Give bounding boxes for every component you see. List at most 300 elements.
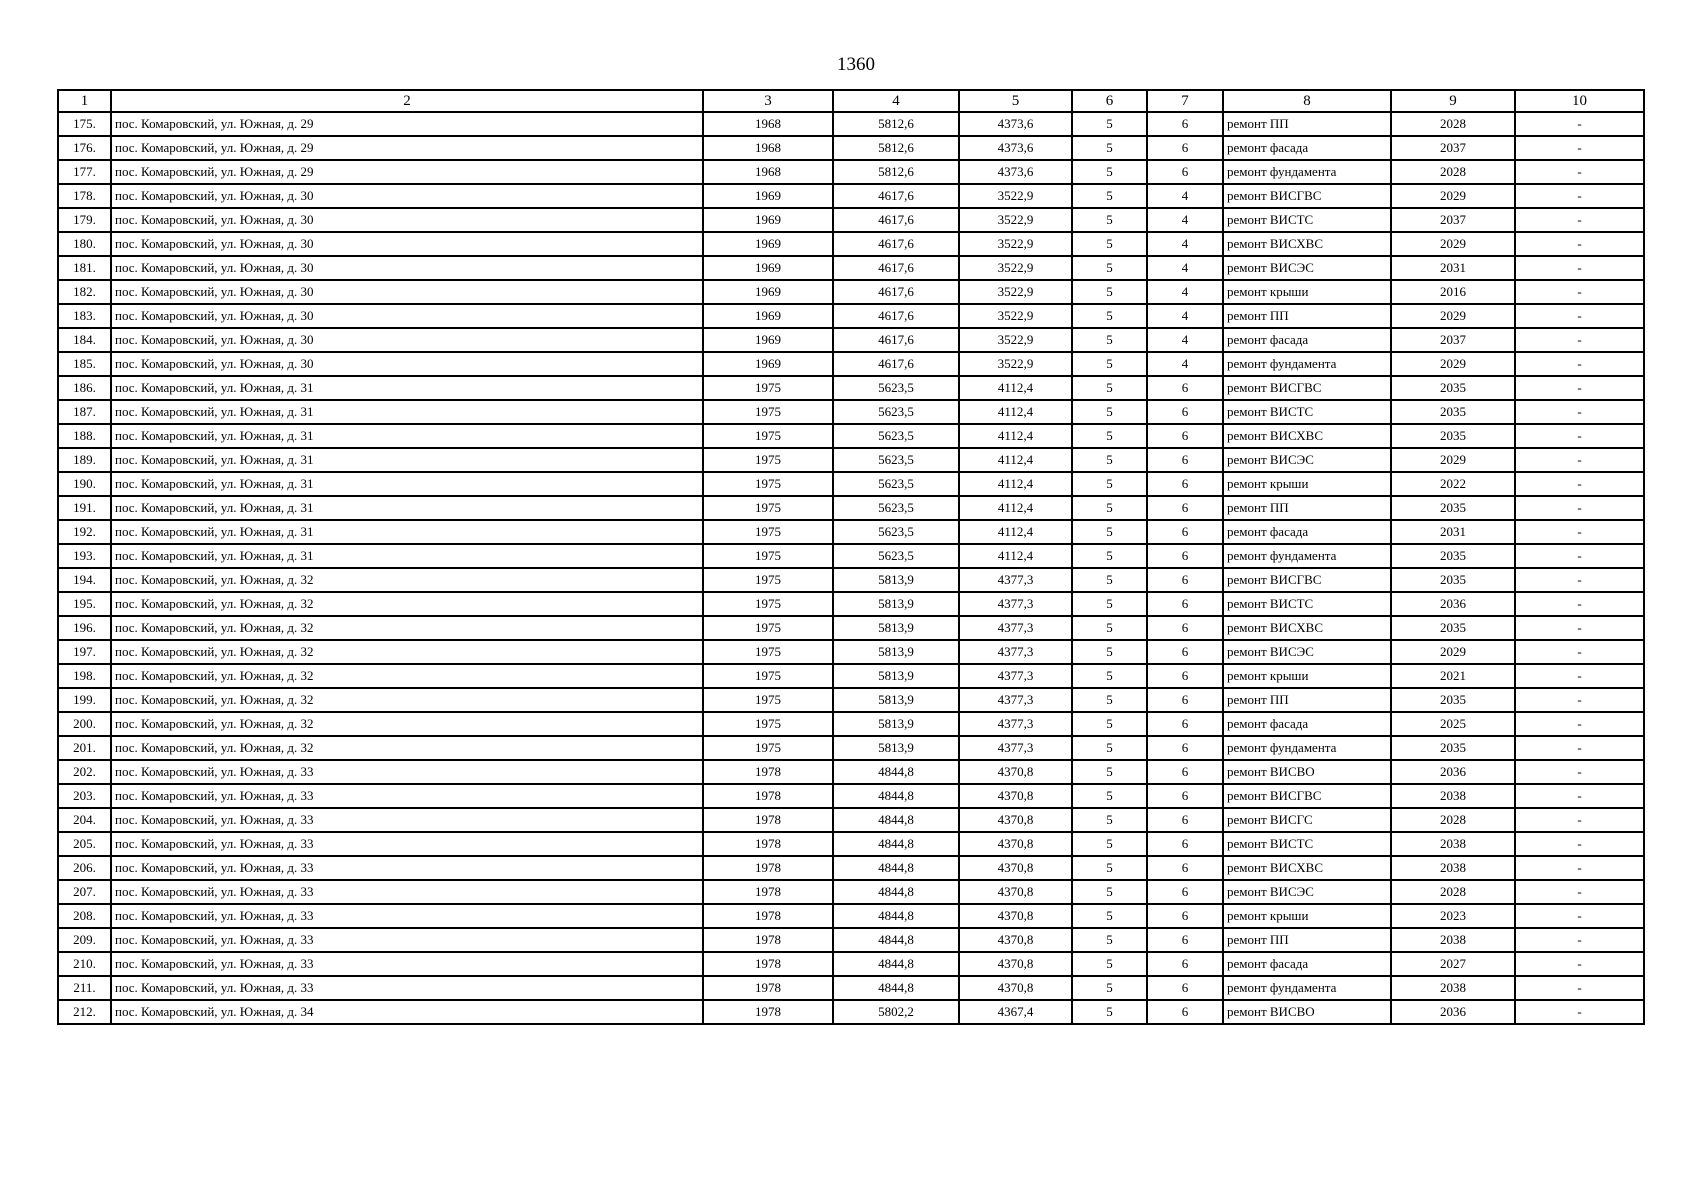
row-number-cell: 178. <box>58 184 111 208</box>
row-number-cell: 182. <box>58 280 111 304</box>
total-area-cell: 4844,8 <box>833 784 959 808</box>
year-built-cell: 1978 <box>703 976 833 1000</box>
living-area-cell: 4112,4 <box>959 400 1072 424</box>
table-row <box>58 880 1644 904</box>
table-row <box>58 1000 1644 1024</box>
planned-year-cell: 2023 <box>1391 904 1515 928</box>
year-built-cell: 1975 <box>703 568 833 592</box>
note-cell: - <box>1515 376 1644 400</box>
year-built-cell: 1975 <box>703 544 833 568</box>
living-area-cell: 4112,4 <box>959 496 1072 520</box>
year-built-cell: 1975 <box>703 472 833 496</box>
living-area-cell: 4377,3 <box>959 568 1072 592</box>
note-cell: - <box>1515 832 1644 856</box>
note-cell: - <box>1515 952 1644 976</box>
planned-year-cell: 2028 <box>1391 160 1515 184</box>
living-area-cell: 4370,8 <box>959 784 1072 808</box>
row-number-cell: 197. <box>58 640 111 664</box>
table-row <box>58 280 1644 304</box>
table-row <box>58 976 1644 1000</box>
table-row <box>58 304 1644 328</box>
table-row <box>58 616 1644 640</box>
row-number-cell: 201. <box>58 736 111 760</box>
entrances-cell: 4 <box>1147 304 1223 328</box>
floors-cell: 5 <box>1072 688 1147 712</box>
address-cell: пос. Комаровский, ул. Южная, д. 34 <box>111 1000 703 1024</box>
note-cell: - <box>1515 232 1644 256</box>
planned-year-cell: 2029 <box>1391 352 1515 376</box>
row-number-cell: 212. <box>58 1000 111 1024</box>
row-number-cell: 203. <box>58 784 111 808</box>
entrances-cell: 6 <box>1147 760 1223 784</box>
note-cell: - <box>1515 448 1644 472</box>
floors-cell: 5 <box>1072 568 1147 592</box>
entrances-cell: 6 <box>1147 712 1223 736</box>
note-cell: - <box>1515 688 1644 712</box>
living-area-cell: 4370,8 <box>959 832 1072 856</box>
planned-year-cell: 2038 <box>1391 976 1515 1000</box>
entrances-cell: 6 <box>1147 784 1223 808</box>
planned-year-cell: 2021 <box>1391 664 1515 688</box>
entrances-cell: 4 <box>1147 280 1223 304</box>
floors-cell: 5 <box>1072 904 1147 928</box>
note-cell: - <box>1515 352 1644 376</box>
work-type-cell: ремонт фасада <box>1223 328 1391 352</box>
row-number-cell: 205. <box>58 832 111 856</box>
year-built-cell: 1969 <box>703 280 833 304</box>
table-row <box>58 184 1644 208</box>
year-built-cell: 1975 <box>703 520 833 544</box>
year-built-cell: 1968 <box>703 112 833 136</box>
address-cell: пос. Комаровский, ул. Южная, д. 33 <box>111 760 703 784</box>
row-number-cell: 211. <box>58 976 111 1000</box>
work-type-cell: ремонт фундамента <box>1223 736 1391 760</box>
address-cell: пос. Комаровский, ул. Южная, д. 31 <box>111 400 703 424</box>
living-area-cell: 4370,8 <box>959 952 1072 976</box>
entrances-cell: 6 <box>1147 952 1223 976</box>
year-built-cell: 1975 <box>703 616 833 640</box>
year-built-cell: 1978 <box>703 808 833 832</box>
floors-cell: 5 <box>1072 832 1147 856</box>
total-area-cell: 5813,9 <box>833 640 959 664</box>
total-area-cell: 4617,6 <box>833 184 959 208</box>
planned-year-cell: 2031 <box>1391 256 1515 280</box>
floors-cell: 5 <box>1072 496 1147 520</box>
note-cell: - <box>1515 496 1644 520</box>
address-cell: пос. Комаровский, ул. Южная, д. 30 <box>111 256 703 280</box>
address-cell: пос. Комаровский, ул. Южная, д. 30 <box>111 232 703 256</box>
year-built-cell: 1978 <box>703 1000 833 1024</box>
floors-cell: 5 <box>1072 112 1147 136</box>
total-area-cell: 4617,6 <box>833 352 959 376</box>
total-area-cell: 4844,8 <box>833 856 959 880</box>
work-type-cell: ремонт ВИСТС <box>1223 208 1391 232</box>
column-header: 10 <box>1515 90 1644 112</box>
entrances-cell: 6 <box>1147 592 1223 616</box>
address-cell: пос. Комаровский, ул. Южная, д. 33 <box>111 808 703 832</box>
total-area-cell: 5813,9 <box>833 712 959 736</box>
table-row <box>58 160 1644 184</box>
floors-cell: 5 <box>1072 712 1147 736</box>
table-row <box>58 664 1644 688</box>
floors-cell: 5 <box>1072 928 1147 952</box>
total-area-cell: 4844,8 <box>833 976 959 1000</box>
address-cell: пос. Комаровский, ул. Южная, д. 32 <box>111 736 703 760</box>
planned-year-cell: 2037 <box>1391 328 1515 352</box>
work-type-cell: ремонт ВИСЭС <box>1223 256 1391 280</box>
year-built-cell: 1969 <box>703 352 833 376</box>
living-area-cell: 3522,9 <box>959 280 1072 304</box>
table-row <box>58 544 1644 568</box>
entrances-cell: 6 <box>1147 976 1223 1000</box>
floors-cell: 5 <box>1072 616 1147 640</box>
table-row <box>58 856 1644 880</box>
planned-year-cell: 2028 <box>1391 880 1515 904</box>
total-area-cell: 5623,5 <box>833 496 959 520</box>
address-cell: пос. Комаровский, ул. Южная, д. 32 <box>111 592 703 616</box>
table-row <box>58 376 1644 400</box>
row-number-cell: 179. <box>58 208 111 232</box>
column-header: 6 <box>1072 90 1147 112</box>
year-built-cell: 1975 <box>703 448 833 472</box>
header-row <box>58 90 1644 112</box>
table-row <box>58 760 1644 784</box>
address-cell: пос. Комаровский, ул. Южная, д. 32 <box>111 688 703 712</box>
living-area-cell: 4112,4 <box>959 424 1072 448</box>
row-number-cell: 190. <box>58 472 111 496</box>
note-cell: - <box>1515 1000 1644 1024</box>
planned-year-cell: 2016 <box>1391 280 1515 304</box>
planned-year-cell: 2035 <box>1391 568 1515 592</box>
work-type-cell: ремонт ВИСХВС <box>1223 424 1391 448</box>
address-cell: пос. Комаровский, ул. Южная, д. 31 <box>111 472 703 496</box>
work-type-cell: ремонт фундамента <box>1223 160 1391 184</box>
note-cell: - <box>1515 544 1644 568</box>
row-number-cell: 208. <box>58 904 111 928</box>
year-built-cell: 1975 <box>703 664 833 688</box>
total-area-cell: 5813,9 <box>833 616 959 640</box>
total-area-cell: 5623,5 <box>833 400 959 424</box>
row-number-cell: 207. <box>58 880 111 904</box>
planned-year-cell: 2029 <box>1391 184 1515 208</box>
note-cell: - <box>1515 808 1644 832</box>
year-built-cell: 1969 <box>703 256 833 280</box>
address-cell: пос. Комаровский, ул. Южная, д. 33 <box>111 784 703 808</box>
floors-cell: 5 <box>1072 784 1147 808</box>
repair-schedule-table <box>57 89 1645 1025</box>
address-cell: пос. Комаровский, ул. Южная, д. 32 <box>111 568 703 592</box>
entrances-cell: 6 <box>1147 688 1223 712</box>
column-header: 2 <box>111 90 703 112</box>
table-row <box>58 448 1644 472</box>
year-built-cell: 1969 <box>703 208 833 232</box>
year-built-cell: 1978 <box>703 952 833 976</box>
floors-cell: 5 <box>1072 592 1147 616</box>
total-area-cell: 5812,6 <box>833 160 959 184</box>
planned-year-cell: 2037 <box>1391 136 1515 160</box>
entrances-cell: 4 <box>1147 208 1223 232</box>
entrances-cell: 6 <box>1147 1000 1223 1024</box>
row-number-cell: 192. <box>58 520 111 544</box>
work-type-cell: ремонт фасада <box>1223 712 1391 736</box>
table-row <box>58 592 1644 616</box>
entrances-cell: 6 <box>1147 448 1223 472</box>
note-cell: - <box>1515 856 1644 880</box>
year-built-cell: 1978 <box>703 904 833 928</box>
column-header: 9 <box>1391 90 1515 112</box>
note-cell: - <box>1515 160 1644 184</box>
total-area-cell: 5623,5 <box>833 424 959 448</box>
work-type-cell: ремонт ВИСТС <box>1223 592 1391 616</box>
work-type-cell: ремонт ВИСЭС <box>1223 448 1391 472</box>
entrances-cell: 6 <box>1147 880 1223 904</box>
living-area-cell: 4377,3 <box>959 736 1072 760</box>
note-cell: - <box>1515 184 1644 208</box>
note-cell: - <box>1515 472 1644 496</box>
note-cell: - <box>1515 904 1644 928</box>
column-header: 4 <box>833 90 959 112</box>
address-cell: пос. Комаровский, ул. Южная, д. 30 <box>111 328 703 352</box>
work-type-cell: ремонт фасада <box>1223 136 1391 160</box>
column-header: 3 <box>703 90 833 112</box>
floors-cell: 5 <box>1072 520 1147 544</box>
total-area-cell: 5623,5 <box>833 376 959 400</box>
entrances-cell: 6 <box>1147 616 1223 640</box>
table-row <box>58 256 1644 280</box>
note-cell: - <box>1515 328 1644 352</box>
table-row <box>58 352 1644 376</box>
planned-year-cell: 2035 <box>1391 424 1515 448</box>
table-row <box>58 520 1644 544</box>
entrances-cell: 6 <box>1147 496 1223 520</box>
total-area-cell: 5802,2 <box>833 1000 959 1024</box>
entrances-cell: 4 <box>1147 184 1223 208</box>
table-row <box>58 136 1644 160</box>
note-cell: - <box>1515 616 1644 640</box>
address-cell: пос. Комаровский, ул. Южная, д. 31 <box>111 424 703 448</box>
planned-year-cell: 2035 <box>1391 400 1515 424</box>
row-number-cell: 175. <box>58 112 111 136</box>
year-built-cell: 1969 <box>703 304 833 328</box>
planned-year-cell: 2036 <box>1391 592 1515 616</box>
address-cell: пос. Комаровский, ул. Южная, д. 30 <box>111 280 703 304</box>
year-built-cell: 1969 <box>703 184 833 208</box>
note-cell: - <box>1515 424 1644 448</box>
planned-year-cell: 2035 <box>1391 736 1515 760</box>
total-area-cell: 5812,6 <box>833 136 959 160</box>
floors-cell: 5 <box>1072 232 1147 256</box>
table-row <box>58 328 1644 352</box>
address-cell: пос. Комаровский, ул. Южная, д. 30 <box>111 304 703 328</box>
table-row <box>58 640 1644 664</box>
note-cell: - <box>1515 112 1644 136</box>
entrances-cell: 6 <box>1147 664 1223 688</box>
row-number-cell: 206. <box>58 856 111 880</box>
planned-year-cell: 2035 <box>1391 496 1515 520</box>
planned-year-cell: 2029 <box>1391 232 1515 256</box>
total-area-cell: 4844,8 <box>833 760 959 784</box>
row-number-cell: 188. <box>58 424 111 448</box>
address-cell: пос. Комаровский, ул. Южная, д. 32 <box>111 664 703 688</box>
entrances-cell: 6 <box>1147 568 1223 592</box>
address-cell: пос. Комаровский, ул. Южная, д. 31 <box>111 496 703 520</box>
work-type-cell: ремонт ВИСХВС <box>1223 616 1391 640</box>
floors-cell: 5 <box>1072 760 1147 784</box>
table-row <box>58 784 1644 808</box>
total-area-cell: 5813,9 <box>833 664 959 688</box>
work-type-cell: ремонт крыши <box>1223 664 1391 688</box>
floors-cell: 5 <box>1072 472 1147 496</box>
year-built-cell: 1969 <box>703 232 833 256</box>
entrances-cell: 4 <box>1147 256 1223 280</box>
year-built-cell: 1978 <box>703 880 833 904</box>
work-type-cell: ремонт ВИСГС <box>1223 808 1391 832</box>
entrances-cell: 6 <box>1147 160 1223 184</box>
planned-year-cell: 2035 <box>1391 376 1515 400</box>
address-cell: пос. Комаровский, ул. Южная, д. 30 <box>111 208 703 232</box>
total-area-cell: 5623,5 <box>833 448 959 472</box>
living-area-cell: 4112,4 <box>959 544 1072 568</box>
floors-cell: 5 <box>1072 256 1147 280</box>
note-cell: - <box>1515 928 1644 952</box>
living-area-cell: 4370,8 <box>959 928 1072 952</box>
floors-cell: 5 <box>1072 280 1147 304</box>
table-row <box>58 904 1644 928</box>
living-area-cell: 4370,8 <box>959 904 1072 928</box>
total-area-cell: 4844,8 <box>833 904 959 928</box>
note-cell: - <box>1515 136 1644 160</box>
year-built-cell: 1975 <box>703 736 833 760</box>
living-area-cell: 4377,3 <box>959 712 1072 736</box>
work-type-cell: ремонт ВИСЭС <box>1223 880 1391 904</box>
row-number-cell: 186. <box>58 376 111 400</box>
entrances-cell: 6 <box>1147 400 1223 424</box>
planned-year-cell: 2029 <box>1391 448 1515 472</box>
living-area-cell: 4112,4 <box>959 448 1072 472</box>
living-area-cell: 3522,9 <box>959 304 1072 328</box>
entrances-cell: 6 <box>1147 904 1223 928</box>
floors-cell: 5 <box>1072 736 1147 760</box>
note-cell: - <box>1515 736 1644 760</box>
table-row <box>58 952 1644 976</box>
row-number-cell: 191. <box>58 496 111 520</box>
work-type-cell: ремонт ВИСВО <box>1223 760 1391 784</box>
entrances-cell: 4 <box>1147 352 1223 376</box>
row-number-cell: 183. <box>58 304 111 328</box>
row-number-cell: 189. <box>58 448 111 472</box>
address-cell: пос. Комаровский, ул. Южная, д. 29 <box>111 136 703 160</box>
row-number-cell: 185. <box>58 352 111 376</box>
work-type-cell: ремонт крыши <box>1223 472 1391 496</box>
work-type-cell: ремонт ВИСЭС <box>1223 640 1391 664</box>
table-row <box>58 208 1644 232</box>
address-cell: пос. Комаровский, ул. Южная, д. 33 <box>111 952 703 976</box>
living-area-cell: 4377,3 <box>959 616 1072 640</box>
row-number-cell: 199. <box>58 688 111 712</box>
living-area-cell: 4370,8 <box>959 976 1072 1000</box>
year-built-cell: 1968 <box>703 136 833 160</box>
floors-cell: 5 <box>1072 208 1147 232</box>
total-area-cell: 5813,9 <box>833 592 959 616</box>
entrances-cell: 6 <box>1147 112 1223 136</box>
address-cell: пос. Комаровский, ул. Южная, д. 33 <box>111 904 703 928</box>
work-type-cell: ремонт ВИСТС <box>1223 832 1391 856</box>
floors-cell: 5 <box>1072 1000 1147 1024</box>
year-built-cell: 1978 <box>703 784 833 808</box>
entrances-cell: 6 <box>1147 424 1223 448</box>
year-built-cell: 1975 <box>703 712 833 736</box>
table-row <box>58 928 1644 952</box>
floors-cell: 5 <box>1072 976 1147 1000</box>
address-cell: пос. Комаровский, ул. Южная, д. 31 <box>111 448 703 472</box>
work-type-cell: ремонт ПП <box>1223 496 1391 520</box>
total-area-cell: 4617,6 <box>833 208 959 232</box>
total-area-cell: 5623,5 <box>833 544 959 568</box>
floors-cell: 5 <box>1072 376 1147 400</box>
year-built-cell: 1978 <box>703 928 833 952</box>
work-type-cell: ремонт ВИСТС <box>1223 400 1391 424</box>
note-cell: - <box>1515 400 1644 424</box>
floors-cell: 5 <box>1072 952 1147 976</box>
entrances-cell: 6 <box>1147 472 1223 496</box>
total-area-cell: 4617,6 <box>833 304 959 328</box>
planned-year-cell: 2038 <box>1391 856 1515 880</box>
note-cell: - <box>1515 568 1644 592</box>
floors-cell: 5 <box>1072 352 1147 376</box>
living-area-cell: 4373,6 <box>959 112 1072 136</box>
floors-cell: 5 <box>1072 160 1147 184</box>
total-area-cell: 5623,5 <box>833 520 959 544</box>
row-number-cell: 204. <box>58 808 111 832</box>
living-area-cell: 4367,4 <box>959 1000 1072 1024</box>
work-type-cell: ремонт фасада <box>1223 952 1391 976</box>
work-type-cell: ремонт ВИСГВС <box>1223 184 1391 208</box>
living-area-cell: 4112,4 <box>959 376 1072 400</box>
total-area-cell: 4617,6 <box>833 280 959 304</box>
year-built-cell: 1968 <box>703 160 833 184</box>
note-cell: - <box>1515 760 1644 784</box>
entrances-cell: 6 <box>1147 520 1223 544</box>
address-cell: пос. Комаровский, ул. Южная, д. 33 <box>111 928 703 952</box>
note-cell: - <box>1515 664 1644 688</box>
table-row <box>58 400 1644 424</box>
year-built-cell: 1975 <box>703 400 833 424</box>
table-row <box>58 496 1644 520</box>
row-number-cell: 202. <box>58 760 111 784</box>
note-cell: - <box>1515 520 1644 544</box>
table-row <box>58 568 1644 592</box>
note-cell: - <box>1515 976 1644 1000</box>
table-row <box>58 472 1644 496</box>
total-area-cell: 4844,8 <box>833 832 959 856</box>
total-area-cell: 4617,6 <box>833 328 959 352</box>
work-type-cell: ремонт фундамента <box>1223 352 1391 376</box>
address-cell: пос. Комаровский, ул. Южная, д. 33 <box>111 976 703 1000</box>
entrances-cell: 6 <box>1147 136 1223 160</box>
planned-year-cell: 2029 <box>1391 304 1515 328</box>
living-area-cell: 4112,4 <box>959 520 1072 544</box>
planned-year-cell: 2027 <box>1391 952 1515 976</box>
planned-year-cell: 2036 <box>1391 1000 1515 1024</box>
year-built-cell: 1978 <box>703 832 833 856</box>
year-built-cell: 1975 <box>703 496 833 520</box>
planned-year-cell: 2038 <box>1391 784 1515 808</box>
entrances-cell: 6 <box>1147 928 1223 952</box>
table-row <box>58 112 1644 136</box>
year-built-cell: 1975 <box>703 688 833 712</box>
address-cell: пос. Комаровский, ул. Южная, д. 31 <box>111 544 703 568</box>
living-area-cell: 3522,9 <box>959 232 1072 256</box>
